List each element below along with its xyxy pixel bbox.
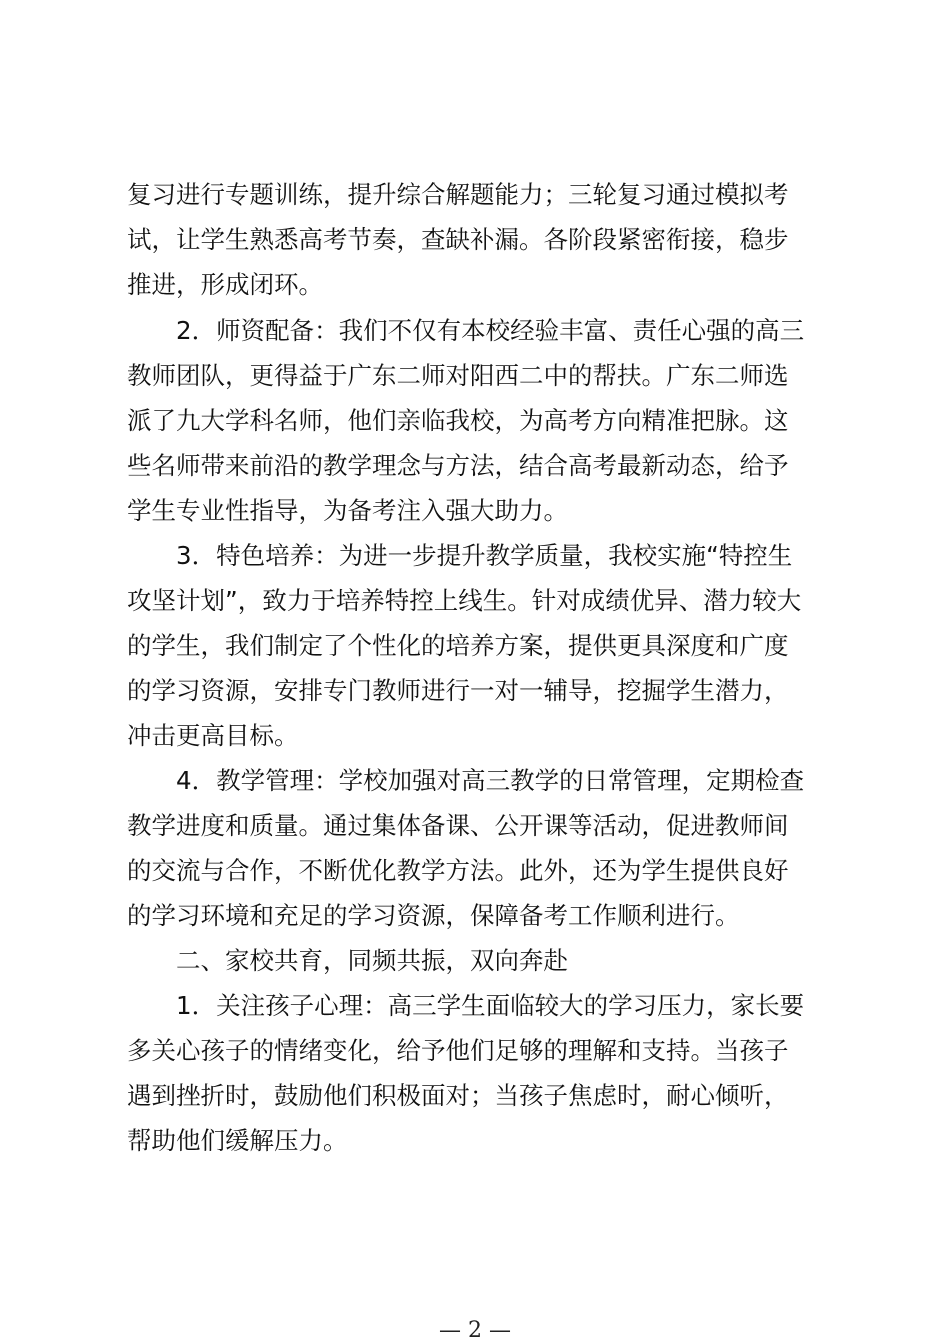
- body-line: 的学生，我们制定了个性化的培养方案，提供更具深度和广度: [127, 631, 789, 660]
- body-line: 3．特色培养：为进一步提升教学质量，我校实施“特控生: [127, 541, 793, 570]
- body-line: 的交流与合作，不断优化教学方法。此外，还为学生提供良好: [127, 856, 789, 885]
- body-line: 教师团队，更得益于广东二师对阳西二中的帮扶。广东二师选: [127, 361, 789, 390]
- page-number: — 2 —: [439, 1318, 511, 1343]
- body-line: 教学进度和质量。通过集体备课、公开课等活动，促进教师间: [127, 811, 789, 840]
- section-heading: 二、家校共育，同频共振，双向奔赴: [127, 946, 568, 975]
- body-line: 的学习环境和充足的学习资源，保障备考工作顺利进行。: [127, 901, 740, 930]
- body-line: 推进，形成闭环。: [127, 270, 323, 299]
- body-line: 派了九大学科名师，他们亲临我校，为高考方向精准把脉。这: [127, 406, 789, 435]
- body-line: 遇到挫折时，鼓励他们积极面对；当孩子焦虑时，耐心倾听，: [127, 1081, 789, 1110]
- body-line: 复习进行专题训练，提升综合解题能力；三轮复习通过模拟考: [127, 180, 789, 209]
- body-line: 攻坚计划”，致力于培养特控上线生。针对成绩优异、潜力较大: [127, 586, 802, 615]
- body-line: 1．关注孩子心理：高三学生面临较大的学习压力，家长要: [127, 991, 805, 1020]
- body-line: 些名师带来前沿的教学理念与方法，结合高考最新动态，给予: [127, 451, 789, 480]
- body-line: 试，让学生熟悉高考节奏，查缺补漏。各阶段紧密衔接，稳步: [127, 225, 789, 254]
- body-line: 2．师资配备：我们不仅有本校经验丰富、责任心强的高三: [127, 316, 805, 345]
- body-line: 帮助他们缓解压力。: [127, 1126, 348, 1155]
- body-line: 多关心孩子的情绪变化，给予他们足够的理解和支持。当孩子: [127, 1036, 789, 1065]
- body-line: 冲击更高目标。: [127, 721, 299, 750]
- body-line: 4．教学管理：学校加强对高三教学的日常管理，定期检查: [127, 766, 805, 795]
- body-line: 学生专业性指导，为备考注入强大助力。: [127, 496, 568, 525]
- body-line: 的学习资源，安排专门教师进行一对一辅导，挖掘学生潜力，: [127, 676, 789, 705]
